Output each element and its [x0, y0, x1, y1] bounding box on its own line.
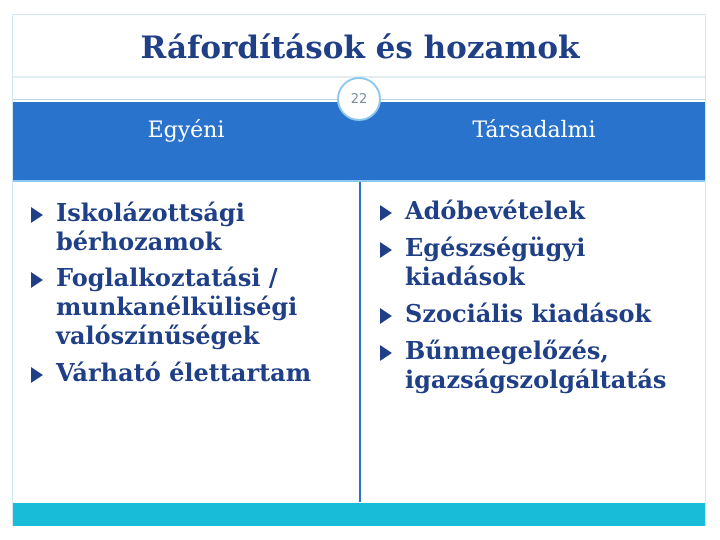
list-item — [380, 196, 700, 225]
list-item — [380, 233, 700, 291]
column-header-left: Egyéni — [147, 118, 225, 143]
list-item-text: Szociális kiadások — [405, 299, 652, 328]
arrow-bullet-icon — [380, 242, 392, 258]
footer-bar — [13, 503, 705, 526]
column-divider — [359, 182, 361, 502]
column-header-right: Társadalmi — [472, 118, 596, 143]
list-item-text: Bűnmegelőzés, igazságszolgáltatás — [405, 336, 667, 394]
list-item — [31, 263, 351, 350]
list-item-text: Egészségügyi kiadások — [405, 233, 586, 291]
list-item — [380, 336, 700, 394]
arrow-bullet-icon — [380, 205, 392, 221]
list-item-text: Foglalkoztatási / munkanélküliségi valószínűségek — [56, 263, 298, 350]
arrow-bullet-icon — [380, 345, 392, 361]
arrow-bullet-icon — [31, 272, 43, 288]
arrow-bullet-icon — [31, 367, 43, 383]
right-list — [380, 196, 700, 403]
list-item-text: Iskolázottsági bérhozamok — [56, 198, 245, 256]
slide-title: Ráfordítások és hozamok — [140, 30, 580, 66]
arrow-bullet-icon — [380, 308, 392, 324]
left-list — [31, 198, 351, 396]
list-item-text: Várható élettartam — [56, 358, 312, 387]
list-item — [31, 358, 351, 387]
list-item-text: Adóbevételek — [405, 196, 586, 225]
page-number-badge: 22 — [337, 77, 381, 121]
list-item — [31, 198, 351, 256]
list-item — [380, 299, 700, 328]
arrow-bullet-icon — [31, 207, 43, 223]
